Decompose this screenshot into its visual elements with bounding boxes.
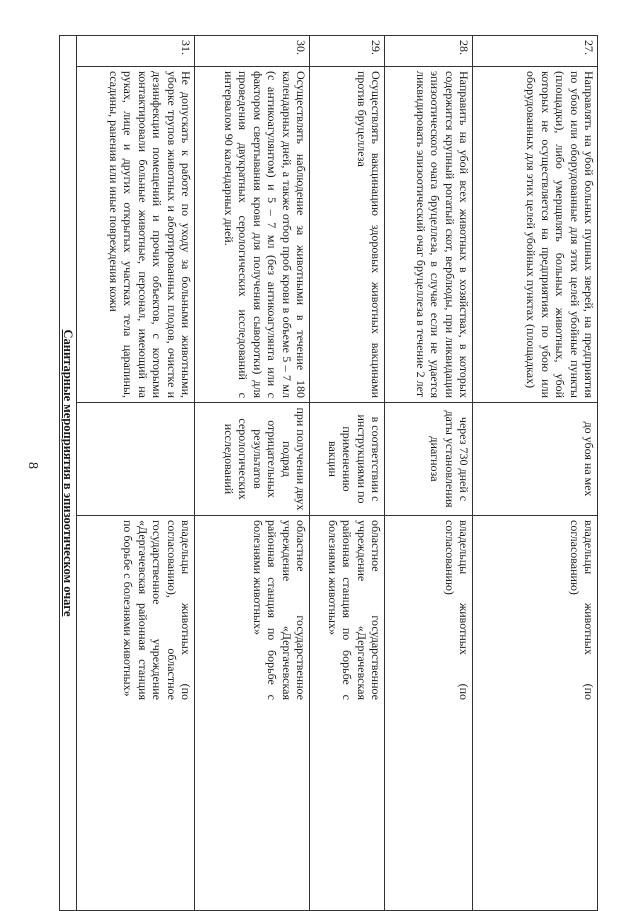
measure-term: до убоя на мех [473,403,598,516]
table-row [77,36,195,911]
measure-description: Направить на убой всех животных в хозяйствах, в которых содержится крупный рогатый скот, верблюды, при ликвидации эпизоотического очага бруцеллеза, в случае если не удается ликвидировать эпизоотический очаг бруцеллеза в течение 2 лет [385,67,473,403]
measure-term: через 730 дней с даты установления диагноза [385,403,473,516]
page-number: 8 [25,462,40,469]
row-number: 29. [310,36,385,67]
table-row [195,36,310,911]
measure-description: Осуществлять наблюдение за животными в течение 180 календарных дней, а также отбор проб крови в объеме 5 – 7 мл (с антикоагулянтом) и 5 – 7 мл (без антикоагулянта или с фактором свертывания крови для получения сыворотки) для проведения двукратных серологических исследований с интервалом 90 календарных дней. [195,67,310,403]
table-row [310,36,385,911]
measure-description: Осуществлять вакцинацию здоровых животных вакцинами против бруцеллеза [310,67,385,403]
measures-table [59,35,598,911]
rotated-table-page [43,35,598,880]
responsible-party: областное государственное учреждение «Дергачевская районная станция по борьбе с болезнями животных» [325,520,383,700]
responsible-party: владельцы животных (по согласованию) [567,520,596,700]
measure-term: в соответствии с инструкциями по применению вакцин [310,403,385,516]
row-number: 28. [385,36,473,67]
responsible-party: областное государственное учреждение «Дергачевская районная станция по борьбе с болезнями животных» [250,520,308,700]
measure-description: Направлять на убой больных пушных зверей, на предприятия по убою или оборудованные для этих целей убойные пункты (площадки), либо умерщвлять больных животных, убой которых не осуществляется на предприятиях по убою или оборудованных для этих целей убойных пунктах (площадках) [473,67,598,403]
section-title: Санитарные мероприятия в эпизоотическом очаге [59,36,76,911]
row-number: 30. [195,36,310,67]
table-row [473,36,598,911]
measure-term: при получении двух подряд отрицательных результатов серологических исследований [195,403,310,516]
responsible-party: владельцы животных (по согласованию) [442,520,471,700]
row-number: 27. [473,36,598,67]
responsible-party: владельцы животных (по согласованию), областное государственное учреждение «Дергачевская районная станция по борьбе с болезнями животных» [121,520,193,700]
row-number: 31. [77,36,195,67]
measure-term [77,403,195,516]
measure-description: Не допускать к работе по уходу за больными животными, уборке трупов животных и абортированных плодов, очистке и дезинфекции помещений и прочих объектов, с которыми контактировали больные животные, персонал, имеющий на руках, лице и других открытых участках тела царапины, ссадины, ранения или иные повреждения кожи [77,67,195,403]
table-row [385,36,473,911]
section-heading-row [59,36,76,911]
